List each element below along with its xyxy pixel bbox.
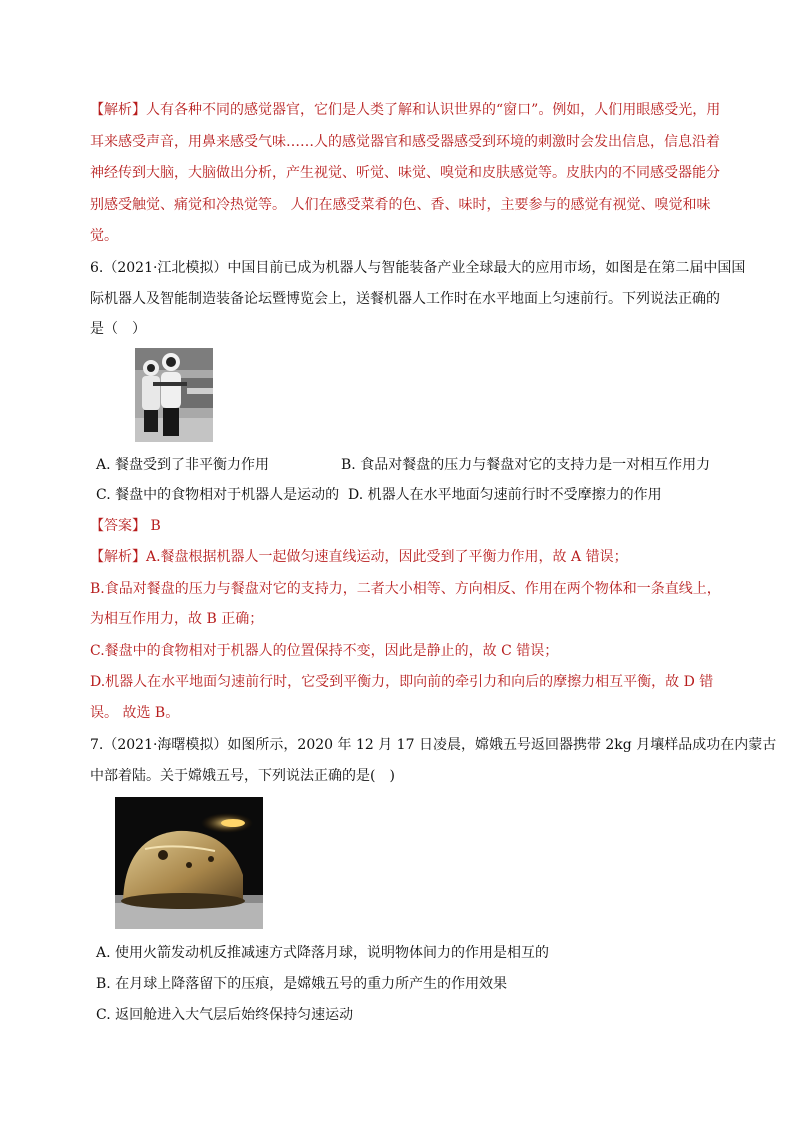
question-6-stem: 是（ ） bbox=[90, 321, 146, 337]
analysis-line: 觉。 bbox=[90, 228, 118, 244]
question-7-stem: 中部着陆。关于嫦娥五号，下列说法正确的是( ) bbox=[90, 768, 395, 784]
analysis-line: 【解析】人有各种不同的感觉器官，它们是人类了解和认识世界的“窗口”。例如，人们用眼感受光，用 bbox=[90, 102, 721, 118]
analysis-line: D.机器人在水平地面匀速前行时，它受到平衡力，即向前的牵引力和向后的摩擦力相互平衡，故 D 错 bbox=[90, 674, 714, 690]
robot-photo bbox=[135, 348, 213, 442]
option-c: C. 餐盘中的食物相对于机器人是运动的 bbox=[96, 487, 340, 503]
answer-line: 【答案】 B bbox=[90, 518, 161, 534]
analysis-line: C.餐盘中的食物相对于机器人的位置保持不变，因此是静止的，故 C 错误； bbox=[90, 643, 559, 659]
option-b: B. 在月球上降落留下的压痕，是嫦娥五号的重力所产生的作用效果 bbox=[96, 976, 508, 992]
question-7-stem: 7.（2021·海曙模拟）如图所示，2020 年 12 月 17 日凌晨，嫦娥五号返回器携带 2kg 月壤样品成功在内蒙古 bbox=[90, 737, 777, 753]
analysis-line: 为相互作用力，故 B 正确； bbox=[90, 611, 264, 627]
analysis-line: 别感受触觉、痛觉和冷热觉等。 人们在感受菜肴的色、香、味时，主要参与的感觉有视觉、嗅觉和味 bbox=[90, 197, 711, 213]
option-a: A. 餐盘受到了非平衡力作用 bbox=[96, 457, 270, 473]
analysis-line: 【解析】A.餐盘根据机器人一起做匀速直线运动，因此受到了平衡力作用，故 A 错误； bbox=[90, 549, 628, 565]
capsule-photo bbox=[115, 797, 263, 929]
option-b: B. 食品对餐盘的压力与餐盘对它的支持力是一对相互作用力 bbox=[341, 457, 711, 473]
option-a: A. 使用火箭发动机反推减速方式降落月球，说明物体间力的作用是相互的 bbox=[96, 945, 550, 961]
analysis-line: 神经传到大脑，大脑做出分析，产生视觉、听觉、味觉、嗅觉和皮肤感觉等。皮肤内的不同感受器能分 bbox=[90, 165, 720, 181]
option-d: D. 机器人在水平地面匀速前行时不受摩擦力的作用 bbox=[348, 487, 662, 503]
question-6-stem: 际机器人及智能制造装备论坛暨博览会上，送餐机器人工作时在水平地面上匀速前行。下列说法正确的 bbox=[90, 291, 720, 307]
question-6-stem: 6.（2021·江北模拟）中国目前已成为机器人与智能装备产业全球最大的应用市场，如图是在第二届中国国 bbox=[90, 260, 746, 276]
analysis-line: 耳来感受声音，用鼻来感受气味……人的感觉器官和感受器感受到环境的刺激时会发出信息，信息沿着 bbox=[90, 134, 720, 150]
analysis-line: 误。 故选 B。 bbox=[90, 705, 180, 721]
analysis-line: B.食品对餐盘的压力与餐盘对它的支持力，二者大小相等、方向相反、作用在两个物体和一条直线上， bbox=[90, 581, 721, 597]
option-c: C. 返回舱进入大气层后始终保持匀速运动 bbox=[96, 1007, 354, 1023]
